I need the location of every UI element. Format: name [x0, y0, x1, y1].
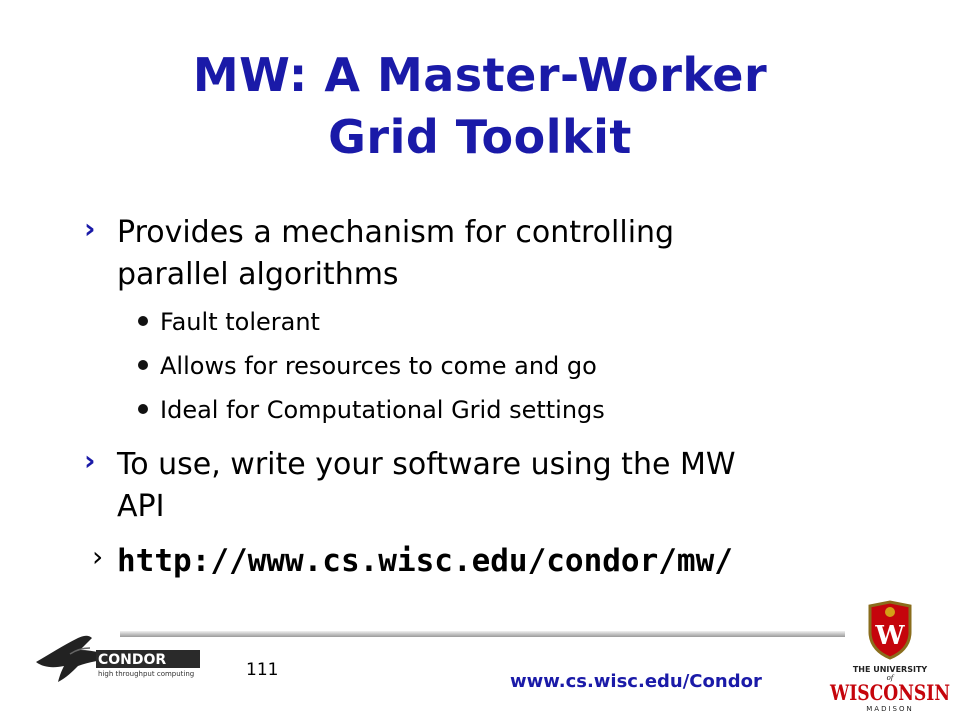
condor-logo-name: CONDOR — [98, 652, 167, 668]
bullet-1 — [117, 212, 674, 296]
uw-logo-line-1: THE UNIVERSITY — [852, 665, 928, 674]
chevron-right-icon: › — [92, 540, 104, 573]
title-line-1: MW: A Master-Worker — [192, 48, 768, 102]
dot-icon — [138, 404, 148, 414]
footer-site-link[interactable]: www.cs.wisc.edu/Condor — [510, 671, 762, 692]
dot-icon — [138, 360, 148, 370]
footer-divider — [120, 631, 845, 637]
title-line-2: Grid Toolkit — [328, 110, 632, 164]
uw-logo-line-2: of — [886, 674, 894, 682]
uw-madison-logo — [826, 600, 954, 715]
bullet-1-line-2: parallel algorithms — [117, 257, 399, 292]
bullet-2-line-1: To use, write your software using the MW — [117, 447, 736, 482]
sub-bullet-3: Ideal for Computational Grid settings — [160, 396, 605, 424]
svg-text:W: W — [875, 621, 905, 651]
sub-bullet-1: Fault tolerant — [160, 308, 320, 336]
condor-logo — [32, 624, 212, 684]
page-number: 111 — [246, 660, 279, 680]
bullet-2-line-2: API — [117, 489, 165, 524]
chevron-right-icon: › — [84, 212, 96, 245]
mw-url-link[interactable]: http://www.cs.wisc.edu/condor/mw/ — [117, 543, 733, 579]
bullet-2 — [117, 444, 736, 528]
slide-title — [60, 44, 900, 168]
bullet-1-line-1: Provides a mechanism for controlling — [117, 215, 675, 250]
uw-logo-line-4: MADISON — [866, 705, 914, 713]
chevron-right-icon: › — [84, 444, 96, 477]
uw-logo-line-3: WISCONSIN — [829, 680, 950, 705]
sub-bullet-2: Allows for resources to come and go — [160, 352, 597, 380]
condor-logo-tagline: high throughput computing — [98, 670, 195, 678]
dot-icon — [138, 316, 148, 326]
